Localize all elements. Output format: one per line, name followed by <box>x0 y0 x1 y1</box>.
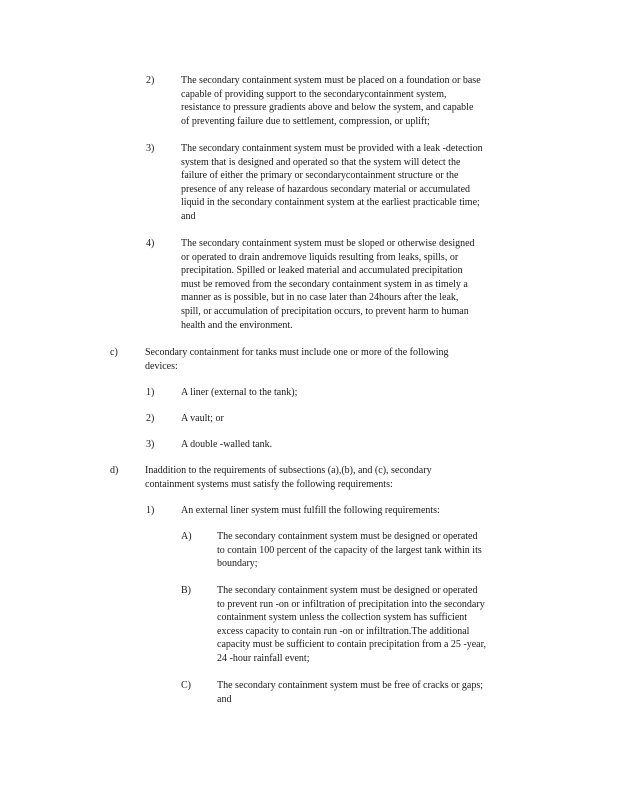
text-line: capacity must be sufficient to contain precipitation from a 25 -year, <box>217 639 487 651</box>
item-text <box>217 679 537 706</box>
text-line: The secondary containment system must be placed on a foundation or base <box>181 75 481 86</box>
text-line: must be removed from the secondary containment system in as timely a <box>181 278 468 290</box>
text-line: An external liner system must fulfill the following requirements: <box>181 505 440 516</box>
item-text <box>217 530 537 571</box>
text-line: to prevent run -on or infiltration of precipitation into the secondary <box>217 598 485 610</box>
text-line: A liner (external to the tank); <box>181 387 298 398</box>
item-text <box>145 464 505 491</box>
text-line: A vault; or <box>181 413 224 424</box>
item-text <box>181 504 501 518</box>
text-line: presence of any release of hazardous secondary material or accumulated <box>181 183 471 195</box>
item-label: 1) <box>146 505 155 516</box>
item-text <box>145 346 505 373</box>
text-line: precipitation. Spilled or leaked material and accumulated precipitation <box>181 265 463 277</box>
text-line: health and the environment. <box>181 319 293 331</box>
item-label: 3) <box>146 143 155 154</box>
item-text <box>181 412 481 426</box>
text-line: boundary; <box>217 558 258 570</box>
text-line: capable of providing support to the secondarycontainment system, <box>181 88 447 100</box>
text-line: system that is designed and operated so that the system will detect the <box>181 156 461 168</box>
item-text <box>181 438 481 452</box>
text-line: containment system unless the collection system has sufficient <box>217 612 468 624</box>
item-text <box>181 74 541 128</box>
text-line: A double -walled tank. <box>181 439 273 450</box>
text-line: Inaddition to the requirements of subsections (a),(b), and (c), secondary <box>145 465 432 476</box>
item-text <box>181 142 541 224</box>
text-line: The secondary containment system must be sloped or otherwise designed <box>181 238 475 249</box>
text-line: The secondary containment system must be designed or operated <box>217 531 478 542</box>
text-line: and <box>217 693 232 705</box>
item-label: 3) <box>146 439 155 450</box>
text-line: failure of either the primary or secondarycontainment structure or the <box>181 170 459 182</box>
text-line: and <box>181 210 196 222</box>
item-label: C) <box>181 680 191 691</box>
item-label: d) <box>110 465 119 476</box>
item-label: c) <box>110 347 118 358</box>
text-line: containment systems must satisfy the following requirements: <box>145 478 393 490</box>
item-label: 4) <box>146 238 155 249</box>
text-line: 24 -hour rainfall event; <box>217 652 310 664</box>
text-line: spill, or accumulation of precipitation occurs, to prevent harm to human <box>181 305 469 317</box>
text-line: manner as is possible, but in no case later than 24hours after the leak, <box>181 292 459 304</box>
item-label: A) <box>181 531 192 542</box>
text-line: liquid in the secondary containment system at the earliest practicable time; <box>181 197 480 209</box>
text-line: of preventing failure due to settlement, compression, or uplift; <box>181 115 430 127</box>
text-line: The secondary containment system must be designed or operated <box>217 585 478 596</box>
text-line: resistance to pressure gradients above and below the system, and capable <box>181 102 474 114</box>
item-text <box>181 386 481 400</box>
item-label: 2) <box>146 75 155 86</box>
item-label: 2) <box>146 413 155 424</box>
item-text <box>217 584 537 666</box>
item-text <box>181 237 541 332</box>
item-label: B) <box>181 585 191 596</box>
text-line: or operated to drain andremove liquids resulting from leaks, spills, or <box>181 251 459 263</box>
text-line: The secondary containment system must be provided with a leak -detection <box>181 143 483 154</box>
text-line: to contain 100 percent of the capacity of the largest tank within its <box>217 544 482 556</box>
text-line: Secondary containment for tanks must include one or more of the following <box>145 347 449 358</box>
text-line: The secondary containment system must be free of cracks or gaps; <box>217 680 484 691</box>
text-line: devices: <box>145 360 178 372</box>
item-label: 1) <box>146 387 155 398</box>
text-line: excess capacity to contain run -on or infiltration.The additional <box>217 625 470 637</box>
